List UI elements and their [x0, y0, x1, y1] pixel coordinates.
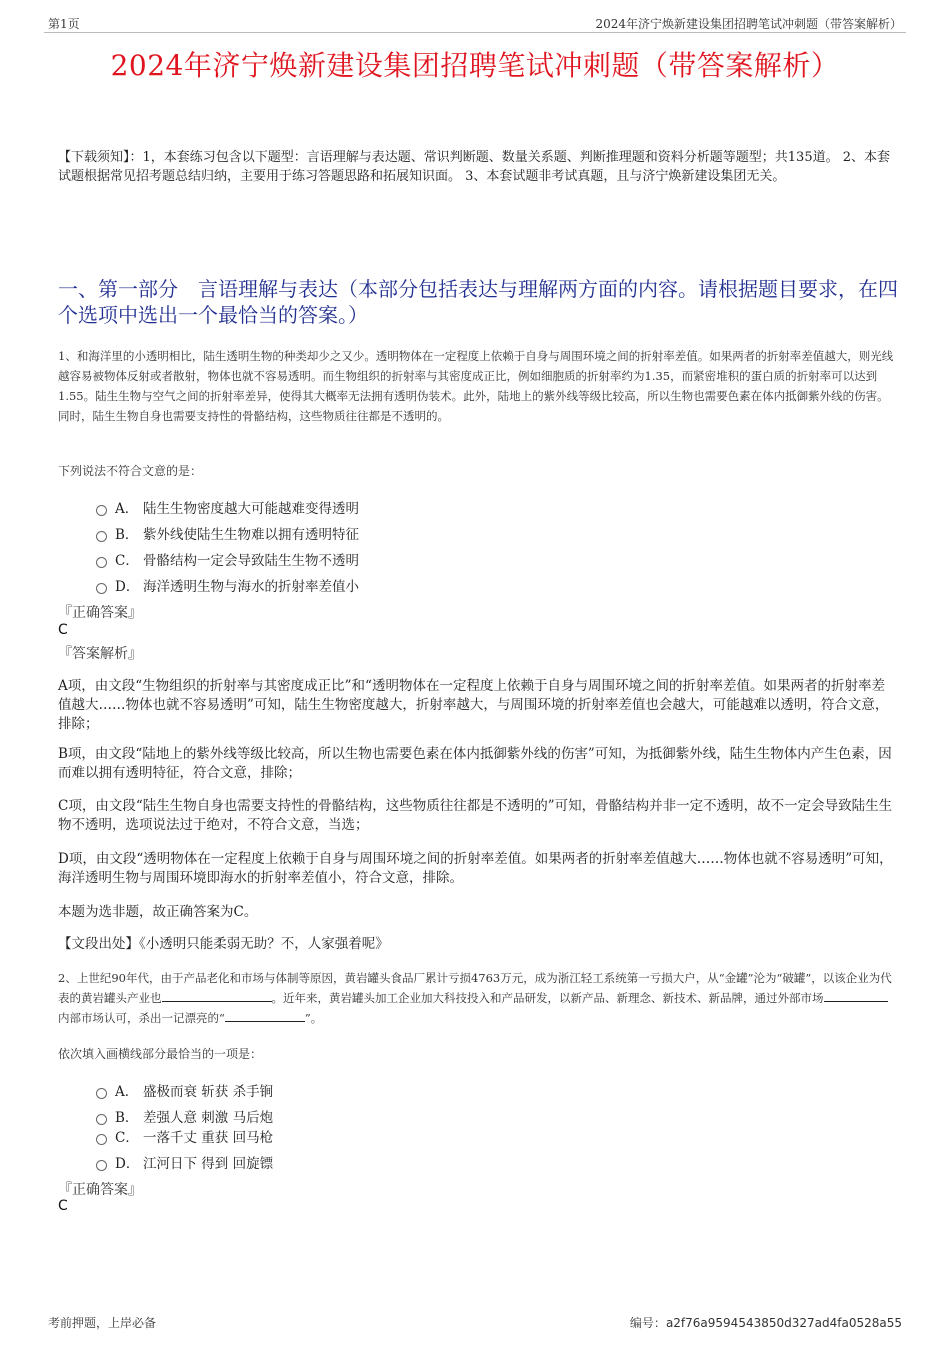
- analysis-d: D项，由文段“透明物体在一定程度上依赖于自身与周围环境之间的折射率差值。如果两者的折射率差值越大……物体也就不容易透明”可知，海洋透明生物与周围环境即海水的折射率差值小，符合文意，排除。: [58, 851, 893, 886]
- radio-icon[interactable]: [96, 557, 107, 568]
- blank-2[interactable]: [824, 989, 888, 1002]
- option-c[interactable]: C． 骨骼结构一定会导致陆生生物不透明: [96, 549, 359, 569]
- answer-value: C: [58, 622, 68, 638]
- question-1-prompt: 下列说法不符合文意的是：: [58, 464, 203, 478]
- analysis-c: C项，由文段“陆生生物自身也需要支持性的骨骼结构，这些物质往往都是不透明的”可知，骨骼结构并非一定不透明，故不一定会导致陆生生物不透明，选项说法过于绝对，不符合文意，当选；: [58, 798, 893, 833]
- page-header: [44, 12, 906, 33]
- radio-icon[interactable]: [96, 1160, 107, 1171]
- question-2-text: 2、上世纪90年代，由于产品老化和市场与体制等原因，黄岩罐头食品厂累计亏损4763万元，成为浙江轻工系统第一亏损大户，从“金罐”沦为“破罐”，以该企业为代表的黄岩罐头产业也 。近年来，黄岩罐头加工企业加大科技投入和产品研发，以新产品、新理念、新技术、新品牌，通过外部市场内部市场认可，杀出一记漂亮的“ ”。: [58, 971, 892, 1025]
- radio-icon[interactable]: [96, 505, 107, 516]
- answer-value: C: [58, 1198, 68, 1214]
- radio-icon[interactable]: [96, 583, 107, 594]
- blank-1[interactable]: [162, 989, 272, 1002]
- option-b[interactable]: B． 紫外线使陆生生物难以拥有透明特征: [96, 523, 359, 543]
- analysis-conclusion: 本题为选非题，故正确答案为C。: [58, 904, 258, 920]
- option-c[interactable]: C． 一落千丈 重获 回马枪: [96, 1126, 273, 1146]
- analysis-source: 【文段出处】《小透明只能柔弱无助？不，人家强着呢》: [58, 936, 389, 952]
- radio-icon[interactable]: [96, 1088, 107, 1099]
- radio-icon[interactable]: [96, 1134, 107, 1145]
- question-2-prompt: 依次填入画横线部分最恰当的一项是：: [58, 1047, 263, 1061]
- page-number: 第1页: [48, 17, 80, 31]
- footer-code: 编号：a2f76a9594543850d327ad4fa0528a55: [629, 1316, 902, 1330]
- download-notice: 【下载须知】：1，本套练习包含以下题型：言语理解与表达题、常识判断题、数量关系题、判断推理题和资料分析题等题型；共135道。 2、本套试题根据常见招考题总结归纳，主要用于练习答题思路和拓展知识面。 3、本套试题非考试真题，且与济宁焕新建设集团无关。: [58, 150, 890, 184]
- option-b[interactable]: B． 差强人意 刺激 马后炮: [96, 1106, 273, 1126]
- analysis-b: B项，由文段“陆地上的紫外线等级比较高，所以生物也需要色素在体内抵御紫外线的伤害”可知，为抵御紫外线，陆生生物体内产生色素，因而难以拥有透明特征，符合文意，排除；: [58, 746, 892, 781]
- option-a[interactable]: A． 盛极而衰 斩获 杀手锏: [96, 1080, 273, 1100]
- radio-icon[interactable]: [96, 1114, 107, 1125]
- answer-label: 『正确答案』: [58, 605, 142, 621]
- radio-icon[interactable]: [96, 531, 107, 542]
- blank-3[interactable]: [225, 1009, 305, 1022]
- option-a[interactable]: A． 陆生生物密度越大可能越难变得透明: [96, 497, 359, 517]
- header-doc-title: 2024年济宁焕新建设集团招聘笔试冲刺题（带答案解析）: [595, 17, 902, 31]
- option-d[interactable]: D． 江河日下 得到 回旋镖: [96, 1152, 273, 1172]
- answer-label: 『正确答案』: [58, 1182, 142, 1198]
- section-heading: 一、第一部分 言语理解与表达（本部分包括表达与理解两方面的内容。请根据题目要求，在四个选项中选出一个最恰当的答案。）: [58, 277, 898, 327]
- footer-slogan: 考前押题，上岸必备: [48, 1316, 157, 1330]
- page-title: 2024年济宁焕新建设集团招聘笔试冲刺题（带答案解析）: [110, 49, 840, 82]
- analysis-label: 『答案解析』: [58, 646, 142, 662]
- question-1-text: 1、和海洋里的小透明相比，陆生透明生物的种类却少之又少。透明物体在一定程度上依赖于自身与周围环境之间的折射率差值。如果两者的折射率差值越大，则光线越容易被物体反射或者散射，物体也就不容易透明。而生物组织的折射率与其密度成正比，例如细胞质的折射率约为1.35，而紧密堆积的蛋白质的折射率可以达到1.55。陆生生物与空气之间的折射率差异，使得其大概率无法拥有透明伪装术。此外，陆地上的紫外线等级比较高，所以生物也需要色素在体内抵御紫外线的伤害。同时，陆生生物自身也需要支持性的骨骼结构，这些物质往往都是不透明的。: [58, 349, 894, 423]
- analysis-a: A项，由文段“生物组织的折射率与其密度成正比”和“透明物体在一定程度上依赖于自身与周围环境之间的折射率差值。如果两者的折射率差值越大……物体也就不容易透明”可知，陆生生物密度越大，折射率越大，与周围环境的折射率差值也会越大，可能越难以透明，符合文意，排除；: [58, 678, 889, 732]
- option-d[interactable]: D． 海洋透明生物与海水的折射率差值小: [96, 575, 359, 595]
